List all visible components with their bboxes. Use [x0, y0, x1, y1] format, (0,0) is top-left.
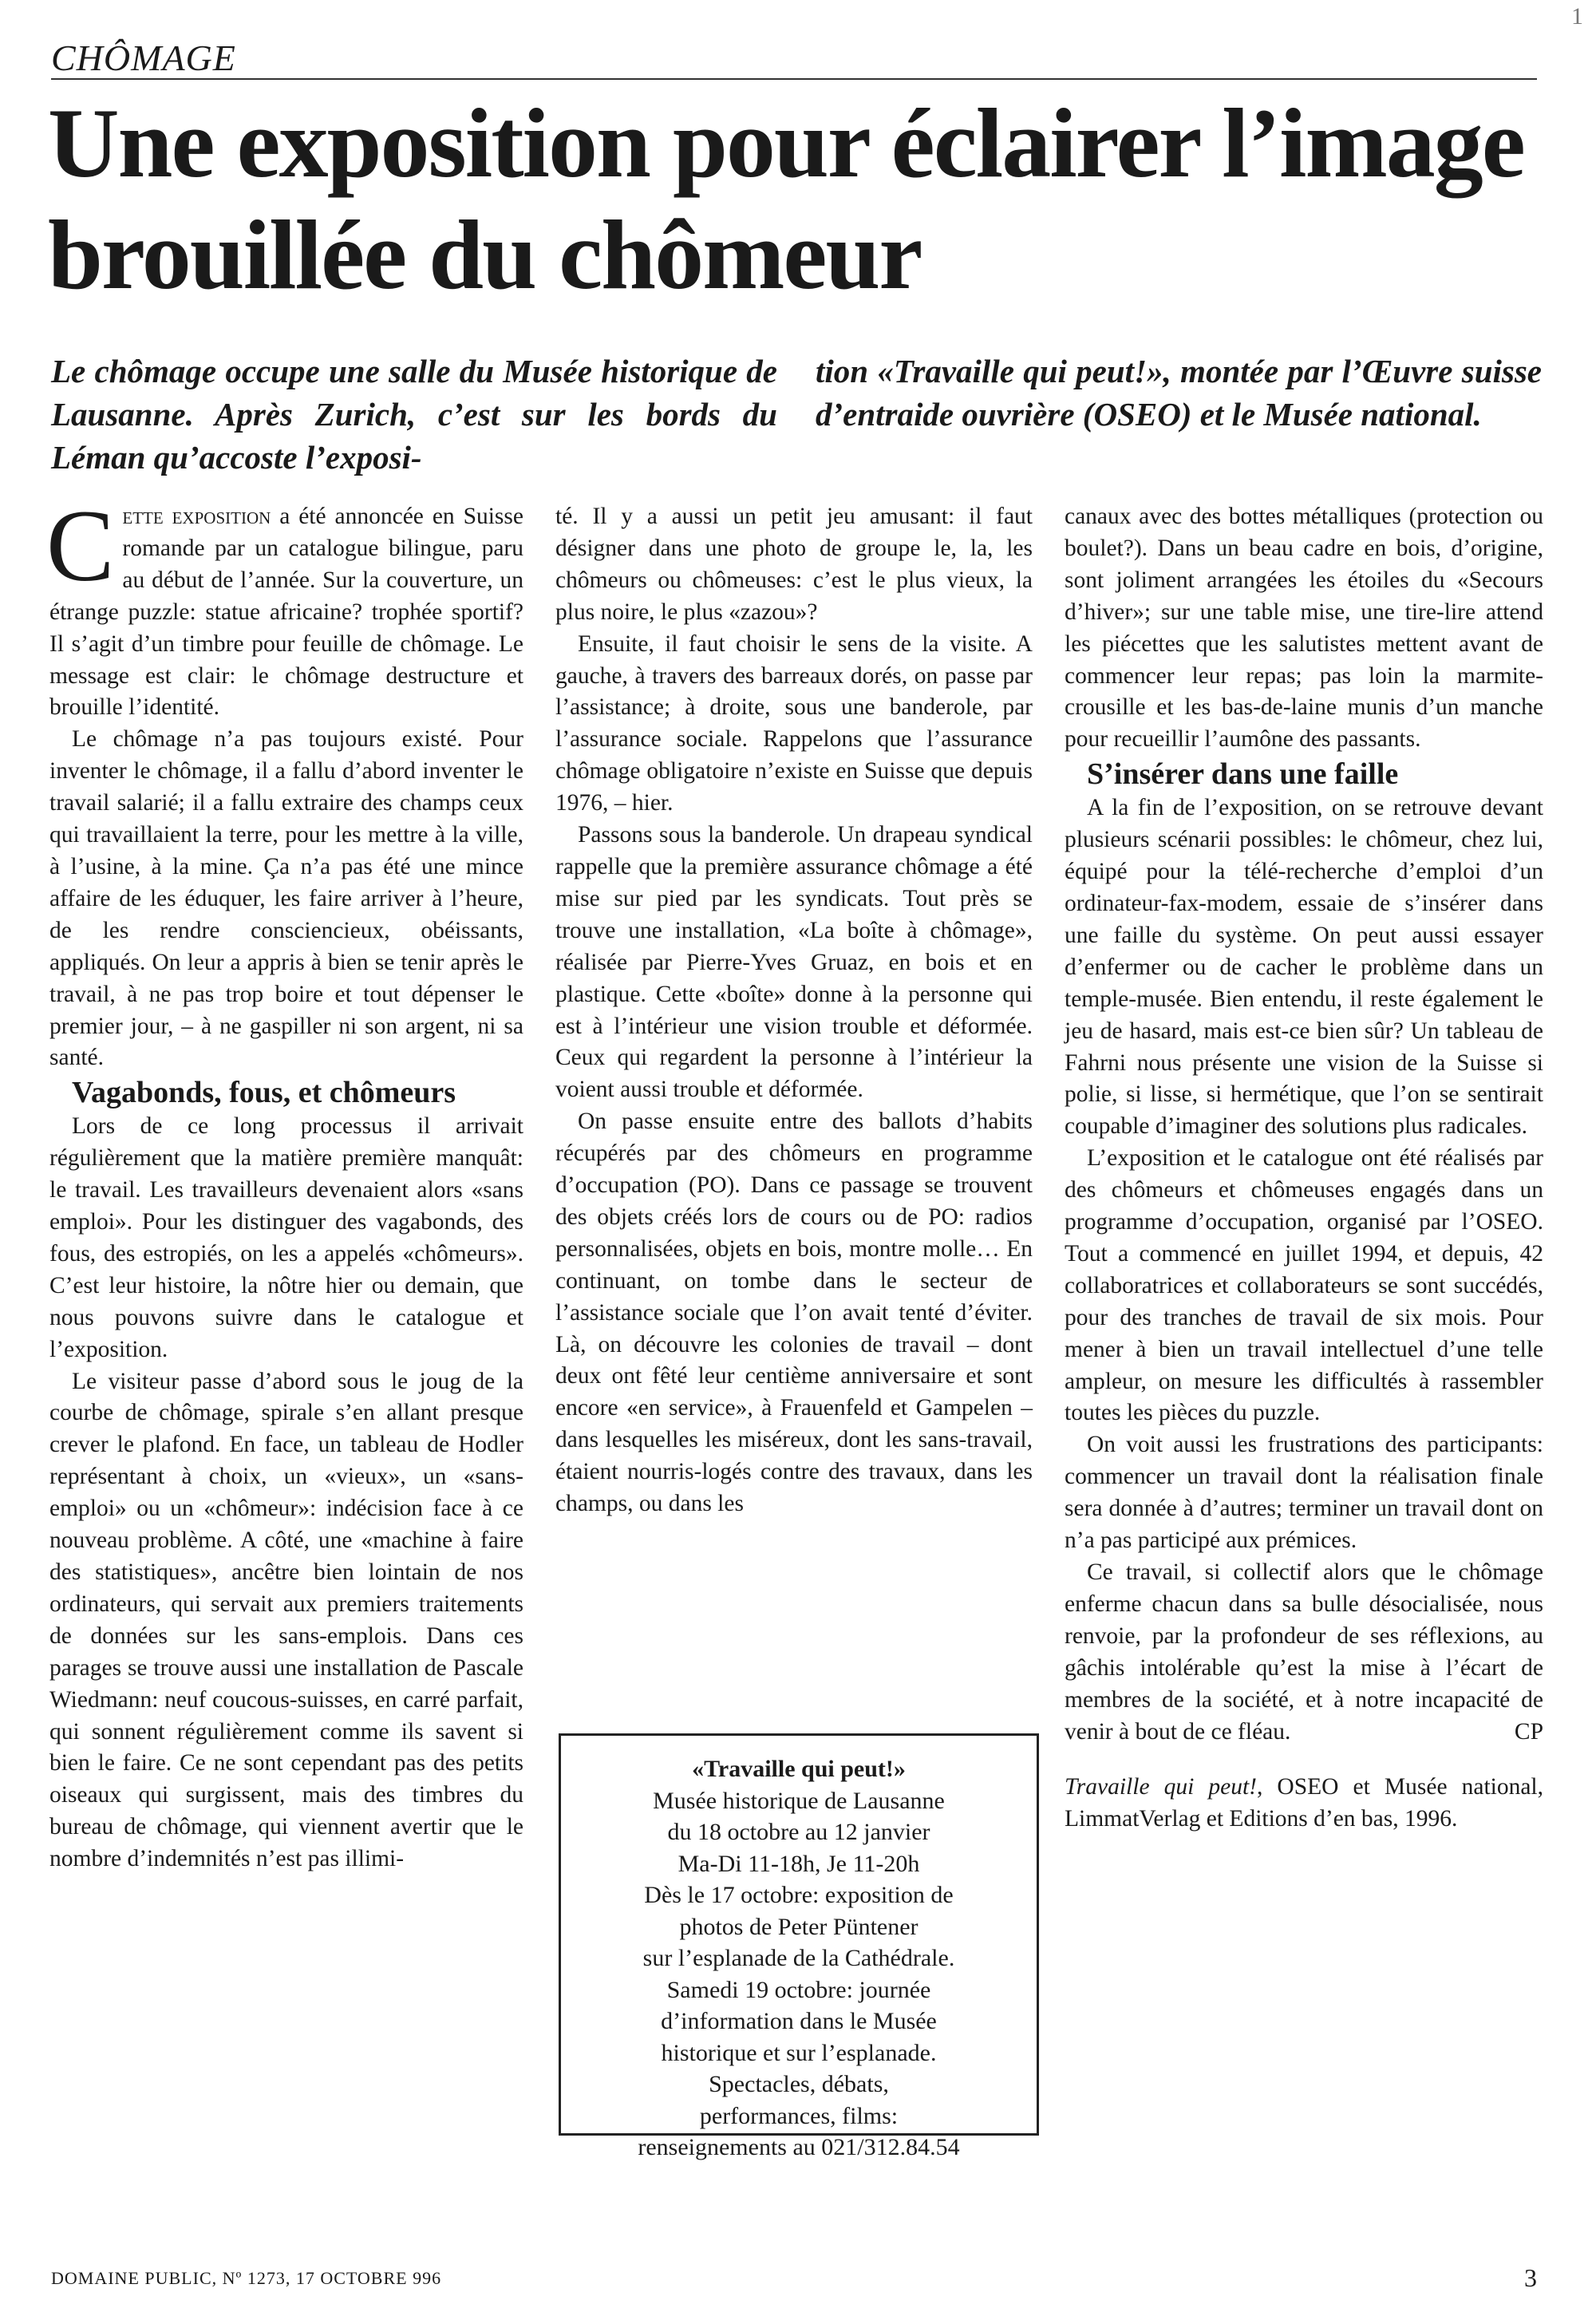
- paragraph-6: Passons sous la banderole. Un drapeau syndical rappelle que la première assurance chômage a été mise sur pied par les syndicats. Tout près se trouve une installation, «La boîte à chômage», réalisée par Pierre-Yves Gruaz, en bois et en plastique. Cette «boîte» donne à la personne qui est à l’intérieur une vision trouble et déformée. Ceux qui regardent la personne à l’intérieur la voient aussi trouble et déformée.: [555, 822, 1033, 1103]
- page-corner-mark: 1: [1571, 3, 1583, 30]
- page-number: 3: [1524, 2263, 1537, 2292]
- catalogue-credit: [1065, 1772, 1543, 1836]
- headline: Une exposition pour éclairer l’image brouillée du chômeur: [48, 89, 1524, 310]
- subhead-vagabonds: Vagabonds, fous, et chômeurs: [72, 1076, 456, 1110]
- info-box-line: historique et sur l’esplanade.: [661, 2039, 937, 2066]
- lead-part-1: Le chômage occupe une salle du Musée historique de Lausanne. Après Zurich, c’est sur les bords du Léman qu’accoste l’exposi-: [51, 353, 777, 476]
- info-box-line: du 18 octobre au 12 janvier: [667, 1819, 930, 1845]
- paragraph-5: Ensuite, il faut choisir le sens de la visite. A gauche, à travers des barreaux dorés, on passe par l’assistance; à droite, sous une banderole, par l’assurance sociale. Rappelons que l’assurance chômage obligatoire n’existe en Suisse que depuis 1976, – hier.: [555, 630, 1033, 816]
- info-box-line: sur l’esplanade de la Cathédrale.: [642, 1945, 955, 1971]
- info-box-line: performances, films:: [699, 2102, 899, 2129]
- info-box-line: Samedi 19 octobre: journée: [666, 1976, 931, 2003]
- info-box-line: Spectacles, débats,: [709, 2071, 889, 2097]
- paragraph-7: On passe ensuite entre des ballots d’habits récupérés par des chômeurs en programme d’occupation (PO). Dans ce passage se trouvent des objets créés lors de cours ou de PO: radios personnalisées, objets en bois, montre molle… En continuant, on tombe dans le secteur de l’assistance sociale que l’on avait tenté d’éviter. Là, on découvre les colonies de travail – dont deux ont fêté leur centième anniversaire et sont encore «en service», à Frauenfeld et Gampelen – dans lesquelles les miséreux, dont les sans-travail, étaient nourris-logés contre des travaux, dans les champs, ou dans les: [555, 1109, 1033, 1517]
- subhead-faille: S’insérer dans une faille: [1087, 757, 1399, 792]
- header-rule: [51, 78, 1537, 80]
- info-box-line: renseignements au 021/312.84.54: [638, 2134, 960, 2160]
- column-2: [555, 501, 1033, 1520]
- drop-cap: C: [46, 489, 115, 603]
- author-signature: CP: [1514, 1718, 1543, 1745]
- info-box-title: «Travaille qui peut!»: [692, 1756, 906, 1782]
- column-3: [1065, 501, 1543, 1836]
- opening-paragraph: [46, 489, 523, 724]
- info-box-line: d’information dans le Musée: [661, 2008, 937, 2034]
- paragraph-4-continued: té. Il y a aussi un petit jeu amusant: il faut désigner dans une photo de groupe le, la, les chômeurs ou chômeuses: c’est le plus vieux, la plus noire, le plus «zazou»?: [555, 504, 1033, 625]
- lead-part-2: tion «Travaille qui peut!», montée par l’Œuvre suisse d’entraide ouvrière (OSEO) et le Musée national.: [816, 353, 1542, 433]
- exhibition-info-box: [559, 1733, 1039, 2160]
- info-box-line: Dès le 17 octobre: exposition de: [644, 1882, 954, 1908]
- info-box-line: Musée historique de Lausanne: [653, 1787, 945, 1814]
- paragraph-3: Lors de ce long processus il arrivait régulièrement que la matière première manquât: le travail. Les travailleurs devenaient alors «sans emploi». Pour les distinguer des vagabonds, des fous, des estropiés, on les a appelés «chômeurs». C’est leur histoire, la nôtre hier ou demain, que nous pouvons suivre dans le catalogue et l’exposition.: [49, 1113, 523, 1362]
- paragraph-1: a été annoncée en Suisse romande par un catalogue bilingue, paru au début de l’année. Sur la couverture, un étrange puzzle: statue africaine? trophée sportif? Il s’agit d’un timbre pour feuille de chômage. Le message est clair: le chômage destructure et brouille l’identité.: [49, 504, 523, 721]
- paragraph-8: A la fin de l’exposition, on se retrouve devant plusieurs scénarii possibles: le chômeur, chez lui, équipé pour la télé-recherche d’emploi d’un ordinateur-fax-modem, essaie de s’insérer dans une faille du système. On peut aussi essayer d’enfermer ou de cacher le problème dans un temple-musée. Bien entendu, il reste également le jeu de hasard, mais est-ce bien sûr? Un tableau de Fahrni nous présente une vision de la Suisse si polie, si lisse, si hermétique, que l’on se sentirait coupable d’imaginer des solutions plus radicales.: [1065, 795, 1543, 1140]
- credit-title: Travaille qui peut!: [1065, 1774, 1257, 1800]
- info-box-line: photos de Peter Püntener: [679, 1913, 918, 1940]
- paragraph-4: Le visiteur passe d’abord sous le joug de la courbe de chômage, spirale s’en allant presque crever le plafond. En face, un tableau de Hodler représentant à choix, un «vieux», un «sans-emploi» ou un «chômeur»: indécision face à ce nouveau problème. A côté, une «machine à faire des statistiques», ancêtre bien lointain de nos ordinateurs, qui servait aux premiers traitements de données sur les sans-emplois. Dans ces parages se trouve aussi une installation de Pascale Wiedmann: neuf coucous-suisses, en carré parfait, qui sonnent régulièrement comme ils savent si bien le faire. Ce ne sont cependant pas des petits oiseaux qui surgissent, mais des timbres du bureau de chômage, qui viennent avertir que le nombre d’indemnités n’est pas illimi-: [49, 1368, 523, 1872]
- paragraph-2: Le chômage n’a pas toujours existé. Pour inventer le chômage, il a fallu d’abord inventer le travail salarié; il a fallu extraire des champs ceux qui travaillaient la terre, pour les mettre à la ville, à l’usine, à la mine. Ça n’a pas été une mince affaire de les éduquer, les faire arriver à l’heure, de les rendre consciencieux, obéissants, appliqués. On leur a appris à bien se tenir après le travail, à ne pas trop boire et tout dépenser le premier jour, – à ne gaspiller ni son argent, ni sa santé.: [49, 726, 523, 1071]
- paragraph-10: On voit aussi les frustrations des participants: commencer un travail dont la réalisation finale sera donnée à d’autres; terminer un travail dont on n’a pas participé aux prémices.: [1065, 1432, 1543, 1554]
- info-box-line: Ma-Di 11-18h, Je 11-20h: [678, 1850, 920, 1877]
- paragraph-11: [1065, 1557, 1543, 1748]
- footer-publication-line: DOMAINE PUBLIC, Nº 1273, 17 OCTOBRE 996: [51, 2268, 442, 2288]
- paragraph-11-text: Ce travail, si collectif alors que le chômage enferme chacun dans sa bulle désocialisée, nous renvoie, par la profondeur de ses réflexions, au gâchis intolérable qu’est la mise à l’écart de membres de la société, et à notre incapacité de venir à bout de ce fléau.: [1065, 1559, 1543, 1745]
- section-label: CHÔMAGE: [51, 38, 236, 78]
- paragraph-7-continued: canaux avec des bottes métalliques (protection ou boulet?). Dans un beau cadre en bois, d’origine, sont joliment arrangées les étoiles du «Secours d’hiver»; sur une table mise, une tire-lire attend les piécettes que les salutistes mettent avant de commencer leur repas; pas loin la marmite-crousille et les bas-de-laine munis d’un manche pour recueillir l’aumône des passants.: [1065, 504, 1543, 753]
- credit-details: , OSEO et Musée national, LimmatVerlag et Editions d’en bas, 1996.: [1065, 1774, 1544, 1832]
- column-1: [46, 489, 523, 1875]
- opening-smallcaps: ette exposition: [122, 504, 271, 529]
- paragraph-9: L’exposition et le catalogue ont été réalisés par des chômeurs et chômeuses engagés dans un programme d’occupation, organisé par l’OSEO. Tout a commencé en juillet 1994, et depuis, 42 collaboratrices et collaborateurs se sont succédés, pour des tranches de travail de six mois. Pour mener à bien un travail intellectuel d’une telle ampleur, on mesure les difficultés à rassembler toutes les pièces du puzzle.: [1065, 1145, 1543, 1426]
